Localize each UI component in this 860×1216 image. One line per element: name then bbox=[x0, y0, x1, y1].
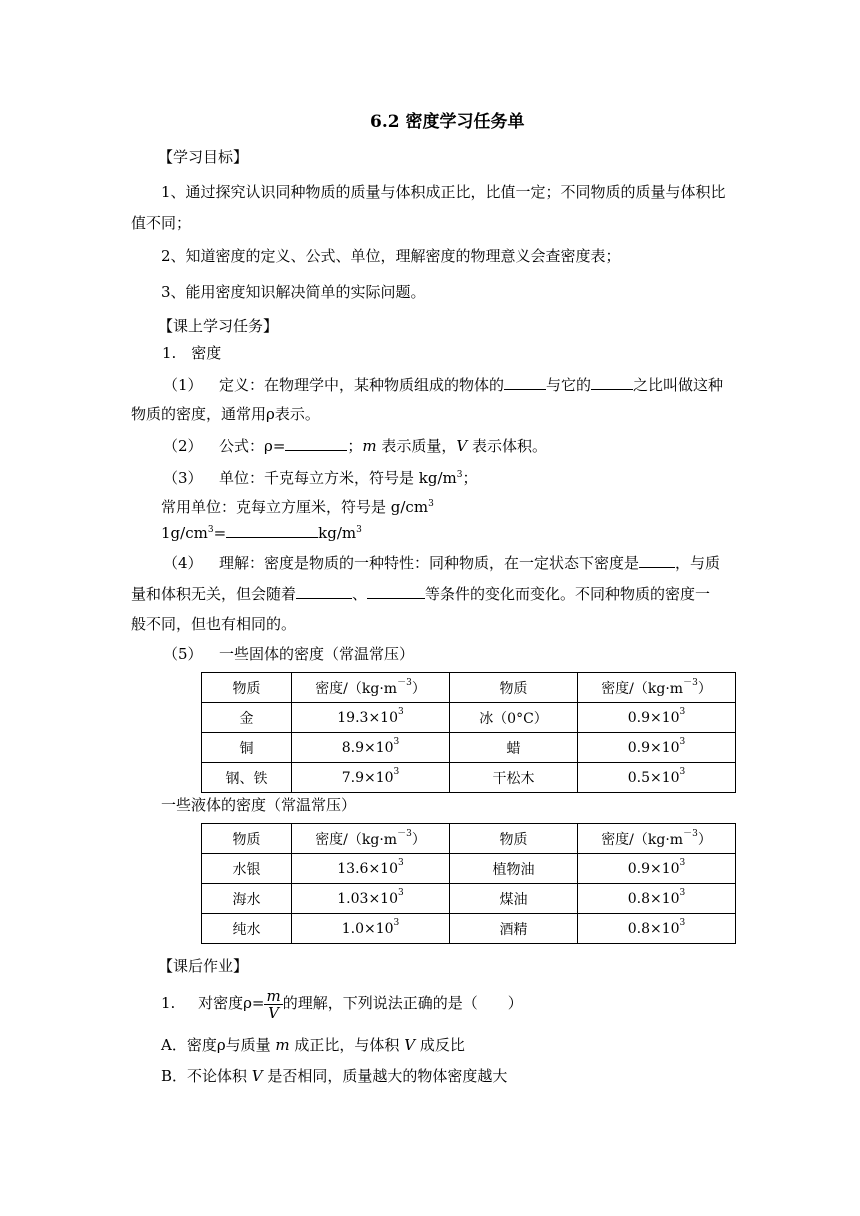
goal-1-line1: 1、通过探究认识同种物质的质量与体积成正比，比值一定；不同物质的质量与体积比 bbox=[161, 183, 726, 201]
table-header-row bbox=[202, 824, 736, 854]
question-1 bbox=[161, 986, 523, 1021]
definition-number: （1） bbox=[163, 376, 203, 394]
formula-m: m bbox=[362, 437, 377, 455]
option-a[interactable]: A．密度ρ与质量 m 成正比，与体积 V 成反比 bbox=[161, 1036, 465, 1054]
conversion-text-a: 1g/cm bbox=[161, 524, 208, 542]
table-cell: $0.8\times 10^3$ bbox=[578, 914, 736, 944]
question-1-text-a: 对密度ρ= bbox=[198, 994, 265, 1012]
fraction-denominator: V bbox=[268, 1003, 280, 1022]
option-b[interactable]: B．不论体积 V 是否相同，质量越大的物体密度越大 bbox=[161, 1067, 508, 1085]
understanding-blank-1[interactable] bbox=[639, 553, 675, 568]
conversion-text-b: = bbox=[213, 524, 227, 542]
table-row bbox=[202, 854, 736, 884]
definition-line1 bbox=[219, 375, 723, 395]
definition-blank-2[interactable] bbox=[591, 375, 633, 390]
table-cell: 冰（0°C） bbox=[450, 703, 578, 733]
header-cell: 密度$/(kg\cdot m^{-3})$ bbox=[578, 824, 736, 854]
conversion-blank[interactable] bbox=[226, 523, 318, 538]
table-cell: $13.6\times 10^3$ bbox=[292, 854, 450, 884]
table-cell: $1.0\times 10^3$ bbox=[292, 914, 450, 944]
question-1-number: 1. bbox=[161, 994, 176, 1012]
formula-text-d: 表示体积。 bbox=[467, 437, 548, 455]
solids-caption: 一些固体的密度（常温常压） bbox=[219, 645, 415, 663]
header-cell: 密度$/(kg\cdot m^{-3})$ bbox=[292, 673, 450, 703]
unit-sup: 3 bbox=[456, 470, 463, 480]
table-cell: 水银 bbox=[202, 854, 292, 884]
header-cell: 密度$/(kg\cdot m^{-3})$ bbox=[578, 673, 736, 703]
table-cell: $8.9\times 10^3$ bbox=[292, 733, 450, 763]
table-cell: 煤油 bbox=[450, 884, 578, 914]
conversion-line bbox=[161, 523, 362, 543]
common-unit-sup: 3 bbox=[428, 499, 434, 509]
understanding-line3: 般不同，但也有相同的。 bbox=[131, 615, 297, 633]
formula-text-a: 公式：ρ= bbox=[219, 437, 286, 455]
table-row bbox=[202, 763, 736, 793]
understanding-text-e: 等条件的变化而变化。不同种物质的密度一 bbox=[425, 585, 711, 603]
unit-text-b: ； bbox=[462, 469, 478, 487]
solid-density-table bbox=[201, 672, 736, 793]
liquid-density-table bbox=[201, 823, 736, 944]
unit-text-a: 单位：千克每立方米，符号是 kg/m bbox=[219, 469, 457, 487]
goal-1-line2: 值不同； bbox=[131, 214, 192, 232]
header-cell: 物质 bbox=[202, 824, 292, 854]
understanding-text-c: 量和体积无关，但会随着 bbox=[131, 585, 297, 603]
table-row bbox=[202, 703, 736, 733]
table-cell: $7.9\times 10^3$ bbox=[292, 763, 450, 793]
table-row bbox=[202, 733, 736, 763]
understanding-line2 bbox=[131, 584, 710, 604]
table-cell: $0.5\times 10^3$ bbox=[578, 763, 736, 793]
table-cell: $0.9\times 10^3$ bbox=[578, 733, 736, 763]
conversion-text-c: kg/m bbox=[318, 524, 357, 542]
formula-blank[interactable] bbox=[285, 436, 347, 451]
tasks-heading: 【课上学习任务】 bbox=[158, 317, 279, 335]
common-unit-text: 常用单位：克每立方厘米，符号是 g/cm bbox=[161, 498, 429, 516]
definition-line2: 物质的密度，通常用ρ表示。 bbox=[131, 405, 320, 423]
density-formula-fraction bbox=[264, 988, 282, 1021]
understanding-line1 bbox=[219, 553, 720, 573]
definition-text-c: 之比叫做这种 bbox=[633, 376, 724, 394]
formula-text-b: ； bbox=[347, 437, 363, 455]
formula-line bbox=[219, 436, 547, 456]
unit-line bbox=[219, 468, 478, 488]
liquids-caption: 一些液体的密度（常温常压） bbox=[161, 796, 357, 814]
table-cell: $0.9\times 10^3$ bbox=[578, 854, 736, 884]
understanding-blank-2[interactable] bbox=[296, 584, 352, 599]
density-heading: 1. 密度 bbox=[162, 344, 222, 362]
homework-heading: 【课后作业】 bbox=[158, 957, 249, 975]
definition-blank-1[interactable] bbox=[504, 375, 546, 390]
header-cell: 物质 bbox=[450, 824, 578, 854]
header-cell: 物质 bbox=[202, 673, 292, 703]
table-cell: 金 bbox=[202, 703, 292, 733]
formula-text-c: 表示质量， bbox=[376, 437, 457, 455]
page-title: 6.2 密度学习任务单 bbox=[370, 112, 525, 132]
table-cell: $0.8\times 10^3$ bbox=[578, 884, 736, 914]
table-cell: 蜡 bbox=[450, 733, 578, 763]
table-cell: 纯水 bbox=[202, 914, 292, 944]
table-row bbox=[202, 884, 736, 914]
header-cell: 密度$/(kg\cdot m^{-3})$ bbox=[292, 824, 450, 854]
table-cell: 钢、铁 bbox=[202, 763, 292, 793]
table-cell: 铜 bbox=[202, 733, 292, 763]
table-header-row bbox=[202, 673, 736, 703]
table-cell: 植物油 bbox=[450, 854, 578, 884]
formula-v: V bbox=[456, 437, 468, 455]
conversion-sup-1: 3 bbox=[207, 525, 214, 535]
goals-heading: 【学习目标】 bbox=[158, 148, 249, 166]
solids-number: （5） bbox=[163, 645, 203, 663]
table-cell: 酒精 bbox=[450, 914, 578, 944]
understanding-number: （4） bbox=[163, 554, 203, 572]
table-cell: 海水 bbox=[202, 884, 292, 914]
table-cell: $0.9\times 10^3$ bbox=[578, 703, 736, 733]
goal-2: 2、知道密度的定义、公式、单位，理解密度的物理意义会查密度表； bbox=[161, 247, 621, 265]
unit-number: （3） bbox=[163, 469, 203, 487]
goal-3: 3、能用密度知识解决简单的实际问题。 bbox=[161, 283, 426, 301]
table-cell: $19.3\times 10^3$ bbox=[292, 703, 450, 733]
common-unit-line bbox=[161, 497, 434, 517]
conversion-sup-2: 3 bbox=[356, 525, 362, 535]
formula-number: （2） bbox=[163, 437, 203, 455]
question-1-text-b: 的理解，下列说法正确的是（ ） bbox=[282, 994, 523, 1012]
fraction-numerator: m bbox=[266, 986, 281, 1005]
understanding-text-a: 理解：密度是物质的一种特性：同种物质，在一定状态下密度是 bbox=[219, 554, 640, 572]
table-row bbox=[202, 914, 736, 944]
understanding-text-b: ，与质 bbox=[675, 554, 721, 572]
table-cell: $1.03\times 10^3$ bbox=[292, 884, 450, 914]
table-cell: 干松木 bbox=[450, 763, 578, 793]
header-cell: 物质 bbox=[450, 673, 578, 703]
understanding-text-d: 、 bbox=[352, 585, 368, 603]
understanding-blank-3[interactable] bbox=[367, 584, 425, 599]
definition-text-b: 与它的 bbox=[546, 376, 592, 394]
definition-text-a: 定义：在物理学中，某种物质组成的物体的 bbox=[219, 376, 505, 394]
